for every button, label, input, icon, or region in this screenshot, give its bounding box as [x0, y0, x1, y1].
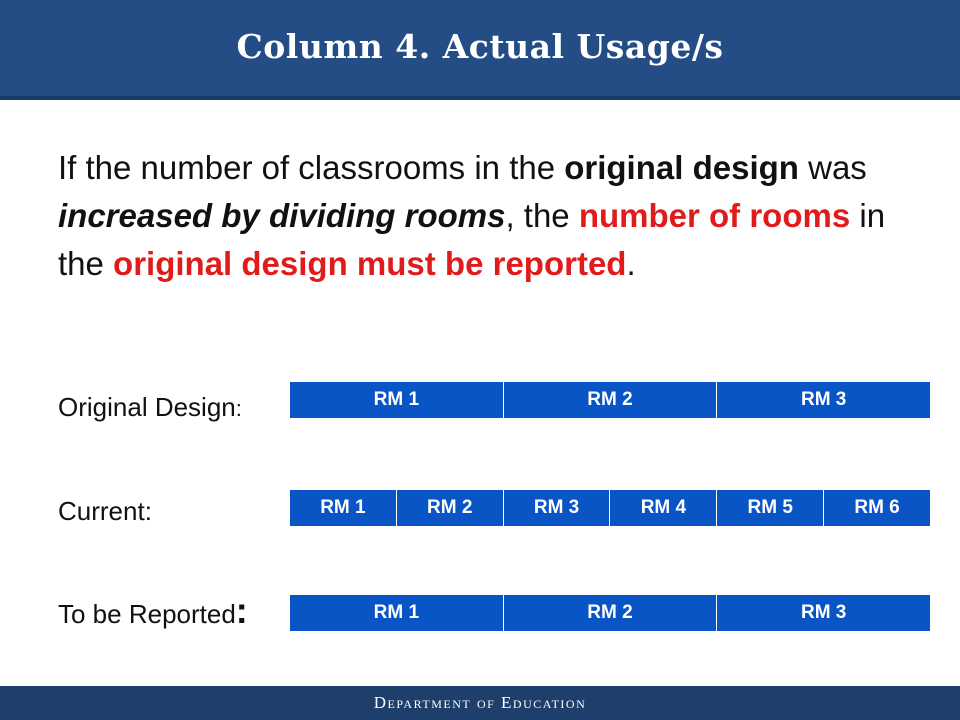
original-design-rooms-bar: [290, 382, 930, 418]
to-be-reported-label: To be Reported:: [58, 590, 248, 631]
text-segment: If the number of classrooms in the: [58, 149, 565, 186]
original-design-label: Original Design:: [58, 392, 242, 422]
title-banner: [0, 0, 960, 100]
text-segment: was: [798, 149, 867, 186]
red-term-number-of-rooms: number of rooms: [578, 197, 851, 234]
room-cell: RM 3: [503, 490, 610, 526]
room-cell: RM 6: [823, 490, 930, 526]
room-cell: RM 5: [716, 490, 823, 526]
bold-term-original-design: original design: [564, 149, 799, 186]
red-term-must-be-reported: original design must be reported: [113, 245, 627, 282]
room-cell: RM 1: [373, 389, 420, 410]
room-cell: RM 2: [503, 595, 717, 631]
room-cell: RM 3: [716, 595, 930, 631]
text-segment: .: [626, 245, 636, 282]
bold-italic-term-increased: increased by dividing rooms: [58, 197, 506, 234]
room-cell: RM 3: [716, 382, 930, 418]
explanation-paragraph: [58, 144, 918, 288]
room-cell: RM 1: [320, 497, 366, 518]
text-segment: in the: [58, 197, 886, 282]
to-be-reported-rooms-bar: [290, 595, 930, 631]
text-segment: , the: [505, 197, 579, 234]
room-cell: RM 2: [503, 382, 717, 418]
room-cell: RM 4: [609, 490, 716, 526]
room-cell: RM 2: [396, 490, 503, 526]
current-label: Current:: [58, 496, 152, 526]
slide-title: Column 4. Actual Usage/s: [236, 26, 724, 66]
room-cell: RM 1: [373, 602, 420, 623]
footer-organization: Department of Education: [373, 693, 587, 712]
current-rooms-bar: [290, 490, 930, 526]
footer-bar: [0, 686, 960, 720]
